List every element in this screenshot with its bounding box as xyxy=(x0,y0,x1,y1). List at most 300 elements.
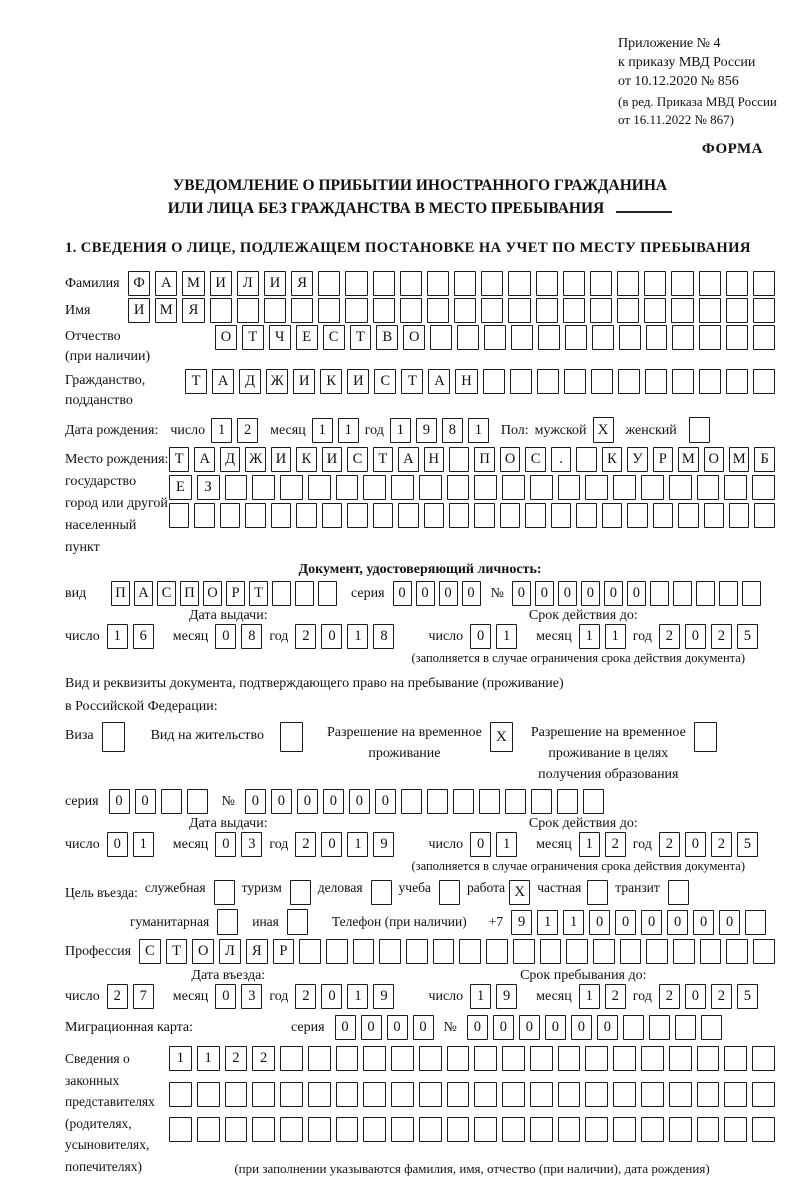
char-cell[interactable] xyxy=(753,325,775,350)
sex-male-checkbox[interactable]: X xyxy=(593,417,614,443)
char-cell[interactable] xyxy=(373,298,395,323)
char-cell[interactable] xyxy=(299,939,321,964)
char-cell[interactable] xyxy=(558,1082,581,1107)
residence-expiry-year-input[interactable] xyxy=(659,832,758,857)
char-cell[interactable] xyxy=(620,939,642,964)
char-cell[interactable]: 1 xyxy=(468,418,489,443)
char-cell[interactable] xyxy=(752,1117,775,1142)
migration-number-input[interactable] xyxy=(467,1015,722,1040)
char-cell[interactable]: Ф xyxy=(128,271,150,296)
char-cell[interactable] xyxy=(669,1082,692,1107)
residence-expiry-day-input[interactable] xyxy=(470,832,517,857)
char-cell[interactable] xyxy=(363,1082,386,1107)
char-cell[interactable] xyxy=(745,910,766,935)
char-cell[interactable] xyxy=(280,1082,303,1107)
char-cell[interactable] xyxy=(483,369,505,394)
char-cell[interactable] xyxy=(726,325,748,350)
profession-input[interactable] xyxy=(139,939,775,964)
char-cell[interactable]: 0 xyxy=(361,1015,382,1040)
char-cell[interactable]: М xyxy=(155,298,177,323)
residence-expiry-month-input[interactable] xyxy=(579,832,626,857)
char-cell[interactable] xyxy=(726,271,748,296)
char-cell[interactable] xyxy=(590,271,612,296)
char-cell[interactable] xyxy=(454,298,476,323)
residence-issue-year-input[interactable] xyxy=(295,832,394,857)
char-cell[interactable] xyxy=(646,939,668,964)
char-cell[interactable]: С xyxy=(323,325,345,350)
char-cell[interactable] xyxy=(508,298,530,323)
char-cell[interactable]: 0 xyxy=(375,789,396,814)
char-cell[interactable] xyxy=(401,789,422,814)
char-cell[interactable]: 0 xyxy=(571,1015,592,1040)
char-cell[interactable] xyxy=(618,369,640,394)
char-cell[interactable] xyxy=(641,475,664,500)
temp-residence-edu-checkbox[interactable] xyxy=(694,722,717,752)
identity-expiry-day-input[interactable] xyxy=(470,624,517,649)
char-cell[interactable] xyxy=(724,1117,747,1142)
purpose-study-checkbox[interactable] xyxy=(439,880,460,905)
char-cell[interactable]: Р xyxy=(226,581,245,606)
char-cell[interactable] xyxy=(558,1046,581,1071)
char-cell[interactable]: С xyxy=(525,447,545,472)
char-cell[interactable] xyxy=(627,503,647,528)
char-cell[interactable]: Р xyxy=(273,939,295,964)
char-cell[interactable] xyxy=(591,369,613,394)
purpose-private-checkbox[interactable] xyxy=(587,880,608,905)
char-cell[interactable] xyxy=(537,369,559,394)
char-cell[interactable] xyxy=(291,298,313,323)
char-cell[interactable]: 0 xyxy=(393,581,412,606)
char-cell[interactable]: 8 xyxy=(241,624,262,649)
char-cell[interactable] xyxy=(672,369,694,394)
char-cell[interactable]: 0 xyxy=(321,984,342,1009)
char-cell[interactable]: 1 xyxy=(133,832,154,857)
char-cell[interactable] xyxy=(678,503,698,528)
purpose-humanitarian-checkbox[interactable] xyxy=(217,909,238,935)
char-cell[interactable] xyxy=(557,789,578,814)
char-cell[interactable] xyxy=(590,298,612,323)
char-cell[interactable] xyxy=(511,325,533,350)
char-cell[interactable]: И xyxy=(128,298,150,323)
char-cell[interactable] xyxy=(530,475,553,500)
char-cell[interactable]: 0 xyxy=(615,910,636,935)
char-cell[interactable] xyxy=(457,325,479,350)
sex-female-checkbox[interactable] xyxy=(689,417,710,443)
char-cell[interactable] xyxy=(272,581,291,606)
residence-permit-checkbox[interactable] xyxy=(280,722,303,752)
char-cell[interactable] xyxy=(481,298,503,323)
char-cell[interactable] xyxy=(583,789,604,814)
char-cell[interactable] xyxy=(576,503,596,528)
char-cell[interactable]: 1 xyxy=(169,1046,192,1071)
char-cell[interactable] xyxy=(419,1082,442,1107)
char-cell[interactable] xyxy=(585,1082,608,1107)
char-cell[interactable] xyxy=(510,369,532,394)
char-cell[interactable]: 0 xyxy=(535,581,554,606)
char-cell[interactable]: Ч xyxy=(269,325,291,350)
char-cell[interactable] xyxy=(726,298,748,323)
char-cell[interactable] xyxy=(726,369,748,394)
char-cell[interactable]: 1 xyxy=(496,832,517,857)
char-cell[interactable]: 0 xyxy=(107,832,128,857)
char-cell[interactable]: 0 xyxy=(641,910,662,935)
char-cell[interactable]: И xyxy=(347,369,369,394)
identity-issue-month-input[interactable] xyxy=(215,624,262,649)
doc-kind-input[interactable] xyxy=(111,581,337,606)
char-cell[interactable]: 5 xyxy=(737,984,758,1009)
char-cell[interactable] xyxy=(505,789,526,814)
char-cell[interactable]: А xyxy=(134,581,153,606)
representatives-row1-input[interactable] xyxy=(169,1046,775,1078)
char-cell[interactable]: О xyxy=(192,939,214,964)
purpose-work-checkbox[interactable]: X xyxy=(509,880,530,905)
stay-year-input[interactable] xyxy=(659,984,758,1009)
char-cell[interactable] xyxy=(427,789,448,814)
char-cell[interactable]: 2 xyxy=(237,418,258,443)
char-cell[interactable]: О xyxy=(704,447,724,472)
char-cell[interactable] xyxy=(508,271,530,296)
char-cell[interactable]: 1 xyxy=(107,624,128,649)
char-cell[interactable] xyxy=(673,939,695,964)
char-cell[interactable] xyxy=(753,298,775,323)
char-cell[interactable]: 1 xyxy=(312,418,333,443)
char-cell[interactable]: 1 xyxy=(347,984,368,1009)
char-cell[interactable] xyxy=(326,939,348,964)
char-cell[interactable]: М xyxy=(678,447,698,472)
char-cell[interactable]: 1 xyxy=(537,910,558,935)
char-cell[interactable]: П xyxy=(180,581,199,606)
char-cell[interactable] xyxy=(363,475,386,500)
char-cell[interactable] xyxy=(264,298,286,323)
char-cell[interactable] xyxy=(530,1082,553,1107)
char-cell[interactable] xyxy=(474,1046,497,1071)
char-cell[interactable] xyxy=(454,271,476,296)
char-cell[interactable] xyxy=(210,298,232,323)
char-cell[interactable] xyxy=(623,1015,644,1040)
char-cell[interactable]: 1 xyxy=(347,832,368,857)
char-cell[interactable] xyxy=(169,503,189,528)
char-cell[interactable] xyxy=(280,475,303,500)
char-cell[interactable]: У xyxy=(627,447,647,472)
char-cell[interactable] xyxy=(336,475,359,500)
char-cell[interactable] xyxy=(558,1117,581,1142)
char-cell[interactable]: Е xyxy=(169,475,192,500)
char-cell[interactable] xyxy=(427,271,449,296)
char-cell[interactable]: 2 xyxy=(605,984,626,1009)
char-cell[interactable] xyxy=(502,1046,525,1071)
char-cell[interactable] xyxy=(585,475,608,500)
char-cell[interactable] xyxy=(697,1046,720,1071)
char-cell[interactable]: 2 xyxy=(659,624,680,649)
char-cell[interactable] xyxy=(424,503,444,528)
char-cell[interactable]: 1 xyxy=(579,984,600,1009)
char-cell[interactable]: Т xyxy=(401,369,423,394)
char-cell[interactable]: Т xyxy=(185,369,207,394)
visa-checkbox[interactable] xyxy=(102,722,125,752)
char-cell[interactable] xyxy=(669,1117,692,1142)
char-cell[interactable] xyxy=(252,1117,275,1142)
char-cell[interactable] xyxy=(271,503,291,528)
char-cell[interactable] xyxy=(419,1117,442,1142)
char-cell[interactable]: 1 xyxy=(390,418,411,443)
char-cell[interactable] xyxy=(753,939,775,964)
char-cell[interactable]: 0 xyxy=(321,832,342,857)
char-cell[interactable]: И xyxy=(271,447,291,472)
purpose-business-checkbox[interactable] xyxy=(371,880,392,905)
identity-expiry-month-input[interactable] xyxy=(579,624,626,649)
char-cell[interactable] xyxy=(724,1082,747,1107)
char-cell[interactable]: 2 xyxy=(295,984,316,1009)
char-cell[interactable] xyxy=(308,1117,331,1142)
given-name-input[interactable] xyxy=(128,298,775,323)
char-cell[interactable]: 0 xyxy=(321,624,342,649)
char-cell[interactable] xyxy=(669,475,692,500)
char-cell[interactable]: 0 xyxy=(470,832,491,857)
char-cell[interactable] xyxy=(474,1082,497,1107)
char-cell[interactable]: 8 xyxy=(373,624,394,649)
char-cell[interactable] xyxy=(641,1117,664,1142)
char-cell[interactable]: 0 xyxy=(135,789,156,814)
char-cell[interactable]: И xyxy=(264,271,286,296)
char-cell[interactable]: 5 xyxy=(737,832,758,857)
char-cell[interactable] xyxy=(296,503,316,528)
char-cell[interactable]: Н xyxy=(455,369,477,394)
char-cell[interactable] xyxy=(672,325,694,350)
char-cell[interactable] xyxy=(697,475,720,500)
char-cell[interactable]: 0 xyxy=(462,581,481,606)
char-cell[interactable]: 0 xyxy=(604,581,623,606)
char-cell[interactable] xyxy=(697,1117,720,1142)
char-cell[interactable] xyxy=(449,503,469,528)
birth-day-input[interactable] xyxy=(211,418,258,443)
char-cell[interactable]: 2 xyxy=(295,624,316,649)
char-cell[interactable]: 0 xyxy=(581,581,600,606)
char-cell[interactable] xyxy=(391,1082,414,1107)
birth-place-line1-input[interactable] xyxy=(169,447,775,472)
char-cell[interactable]: А xyxy=(212,369,234,394)
char-cell[interactable] xyxy=(699,369,721,394)
char-cell[interactable]: Л xyxy=(237,271,259,296)
temp-residence-checkbox[interactable]: X xyxy=(490,722,513,752)
char-cell[interactable] xyxy=(653,503,673,528)
char-cell[interactable] xyxy=(530,1046,553,1071)
char-cell[interactable]: 0 xyxy=(667,910,688,935)
char-cell[interactable]: 1 xyxy=(211,418,232,443)
char-cell[interactable] xyxy=(481,271,503,296)
char-cell[interactable] xyxy=(699,271,721,296)
char-cell[interactable] xyxy=(641,1082,664,1107)
birth-place-line2-input[interactable] xyxy=(169,475,775,500)
char-cell[interactable] xyxy=(729,503,749,528)
char-cell[interactable]: С xyxy=(374,369,396,394)
char-cell[interactable]: . xyxy=(551,447,571,472)
phone-input[interactable] xyxy=(511,910,766,935)
char-cell[interactable]: 0 xyxy=(558,581,577,606)
char-cell[interactable] xyxy=(613,475,636,500)
char-cell[interactable] xyxy=(398,503,418,528)
char-cell[interactable]: К xyxy=(296,447,316,472)
char-cell[interactable] xyxy=(742,581,761,606)
char-cell[interactable] xyxy=(592,325,614,350)
char-cell[interactable]: 0 xyxy=(512,581,531,606)
char-cell[interactable] xyxy=(400,298,422,323)
char-cell[interactable]: 9 xyxy=(416,418,437,443)
char-cell[interactable]: А xyxy=(194,447,214,472)
char-cell[interactable]: 0 xyxy=(685,984,706,1009)
char-cell[interactable] xyxy=(602,503,622,528)
char-cell[interactable] xyxy=(169,1082,192,1107)
char-cell[interactable]: Ж xyxy=(245,447,265,472)
char-cell[interactable] xyxy=(502,1082,525,1107)
char-cell[interactable] xyxy=(536,271,558,296)
char-cell[interactable]: 9 xyxy=(373,832,394,857)
char-cell[interactable]: 2 xyxy=(659,832,680,857)
char-cell[interactable]: 5 xyxy=(737,624,758,649)
char-cell[interactable]: О xyxy=(403,325,425,350)
char-cell[interactable]: 0 xyxy=(719,910,740,935)
char-cell[interactable] xyxy=(474,503,494,528)
char-cell[interactable] xyxy=(486,939,508,964)
char-cell[interactable] xyxy=(669,1046,692,1071)
char-cell[interactable] xyxy=(347,503,367,528)
residence-series-input[interactable] xyxy=(109,789,208,814)
char-cell[interactable]: 0 xyxy=(597,1015,618,1040)
char-cell[interactable]: Л xyxy=(219,939,241,964)
char-cell[interactable]: Я xyxy=(291,271,313,296)
char-cell[interactable]: 1 xyxy=(563,910,584,935)
char-cell[interactable]: В xyxy=(376,325,398,350)
identity-issue-day-input[interactable] xyxy=(107,624,154,649)
char-cell[interactable]: Д xyxy=(220,447,240,472)
char-cell[interactable] xyxy=(453,789,474,814)
char-cell[interactable]: 0 xyxy=(297,789,318,814)
char-cell[interactable]: 0 xyxy=(627,581,646,606)
char-cell[interactable]: 1 xyxy=(470,984,491,1009)
char-cell[interactable] xyxy=(585,1117,608,1142)
char-cell[interactable] xyxy=(169,1117,192,1142)
char-cell[interactable] xyxy=(752,1046,775,1071)
char-cell[interactable] xyxy=(427,298,449,323)
char-cell[interactable] xyxy=(613,1117,636,1142)
char-cell[interactable]: Т xyxy=(169,447,189,472)
surname-input[interactable] xyxy=(128,271,775,296)
doc-series-input[interactable] xyxy=(393,581,481,606)
migration-series-input[interactable] xyxy=(335,1015,434,1040)
char-cell[interactable]: И xyxy=(293,369,315,394)
char-cell[interactable]: Я xyxy=(182,298,204,323)
char-cell[interactable] xyxy=(704,503,724,528)
char-cell[interactable] xyxy=(671,271,693,296)
char-cell[interactable]: 0 xyxy=(467,1015,488,1040)
char-cell[interactable]: 0 xyxy=(493,1015,514,1040)
char-cell[interactable]: П xyxy=(474,447,494,472)
char-cell[interactable]: 0 xyxy=(215,984,236,1009)
char-cell[interactable] xyxy=(391,475,414,500)
char-cell[interactable]: 2 xyxy=(225,1046,248,1071)
char-cell[interactable] xyxy=(391,1117,414,1142)
char-cell[interactable]: 0 xyxy=(387,1015,408,1040)
char-cell[interactable] xyxy=(644,298,666,323)
char-cell[interactable] xyxy=(479,789,500,814)
char-cell[interactable] xyxy=(447,475,470,500)
char-cell[interactable]: 2 xyxy=(107,984,128,1009)
char-cell[interactable] xyxy=(484,325,506,350)
char-cell[interactable] xyxy=(701,1015,722,1040)
char-cell[interactable] xyxy=(459,939,481,964)
entry-day-input[interactable] xyxy=(107,984,154,1009)
char-cell[interactable]: Т xyxy=(166,939,188,964)
char-cell[interactable]: С xyxy=(347,447,367,472)
char-cell[interactable]: 9 xyxy=(373,984,394,1009)
char-cell[interactable] xyxy=(753,369,775,394)
char-cell[interactable]: 9 xyxy=(511,910,532,935)
char-cell[interactable]: А xyxy=(398,447,418,472)
char-cell[interactable]: 2 xyxy=(659,984,680,1009)
char-cell[interactable] xyxy=(558,475,581,500)
purpose-transit-checkbox[interactable] xyxy=(668,880,689,905)
residence-issue-day-input[interactable] xyxy=(107,832,154,857)
char-cell[interactable]: 1 xyxy=(197,1046,220,1071)
char-cell[interactable] xyxy=(699,325,721,350)
purpose-other-checkbox[interactable] xyxy=(287,909,308,935)
char-cell[interactable]: А xyxy=(428,369,450,394)
identity-expiry-year-input[interactable] xyxy=(659,624,758,649)
char-cell[interactable]: А xyxy=(155,271,177,296)
char-cell[interactable]: 1 xyxy=(496,624,517,649)
char-cell[interactable] xyxy=(724,1046,747,1071)
representatives-row2-input[interactable] xyxy=(169,1082,775,1114)
char-cell[interactable] xyxy=(225,1082,248,1107)
char-cell[interactable] xyxy=(353,939,375,964)
char-cell[interactable] xyxy=(419,475,442,500)
char-cell[interactable] xyxy=(318,271,340,296)
char-cell[interactable] xyxy=(673,581,692,606)
char-cell[interactable]: 0 xyxy=(519,1015,540,1040)
char-cell[interactable]: 0 xyxy=(335,1015,356,1040)
char-cell[interactable]: Н xyxy=(424,447,444,472)
char-cell[interactable] xyxy=(613,1082,636,1107)
char-cell[interactable]: М xyxy=(729,447,749,472)
char-cell[interactable] xyxy=(447,1082,470,1107)
char-cell[interactable]: 1 xyxy=(579,832,600,857)
char-cell[interactable]: Р xyxy=(653,447,673,472)
char-cell[interactable] xyxy=(345,271,367,296)
identity-issue-year-input[interactable] xyxy=(295,624,394,649)
char-cell[interactable] xyxy=(538,325,560,350)
char-cell[interactable]: 2 xyxy=(711,624,732,649)
char-cell[interactable]: 6 xyxy=(133,624,154,649)
char-cell[interactable] xyxy=(719,581,738,606)
char-cell[interactable] xyxy=(540,939,562,964)
char-cell[interactable] xyxy=(430,325,452,350)
char-cell[interactable] xyxy=(551,503,571,528)
char-cell[interactable] xyxy=(245,503,265,528)
char-cell[interactable]: 0 xyxy=(323,789,344,814)
char-cell[interactable] xyxy=(447,1046,470,1071)
char-cell[interactable]: О xyxy=(500,447,520,472)
char-cell[interactable]: 0 xyxy=(271,789,292,814)
char-cell[interactable] xyxy=(619,325,641,350)
char-cell[interactable]: 2 xyxy=(295,832,316,857)
char-cell[interactable] xyxy=(308,1046,331,1071)
purpose-tourism-checkbox[interactable] xyxy=(290,880,311,905)
char-cell[interactable] xyxy=(671,298,693,323)
char-cell[interactable] xyxy=(613,1046,636,1071)
char-cell[interactable] xyxy=(194,503,214,528)
char-cell[interactable]: С xyxy=(157,581,176,606)
char-cell[interactable] xyxy=(447,1117,470,1142)
char-cell[interactable] xyxy=(650,581,669,606)
